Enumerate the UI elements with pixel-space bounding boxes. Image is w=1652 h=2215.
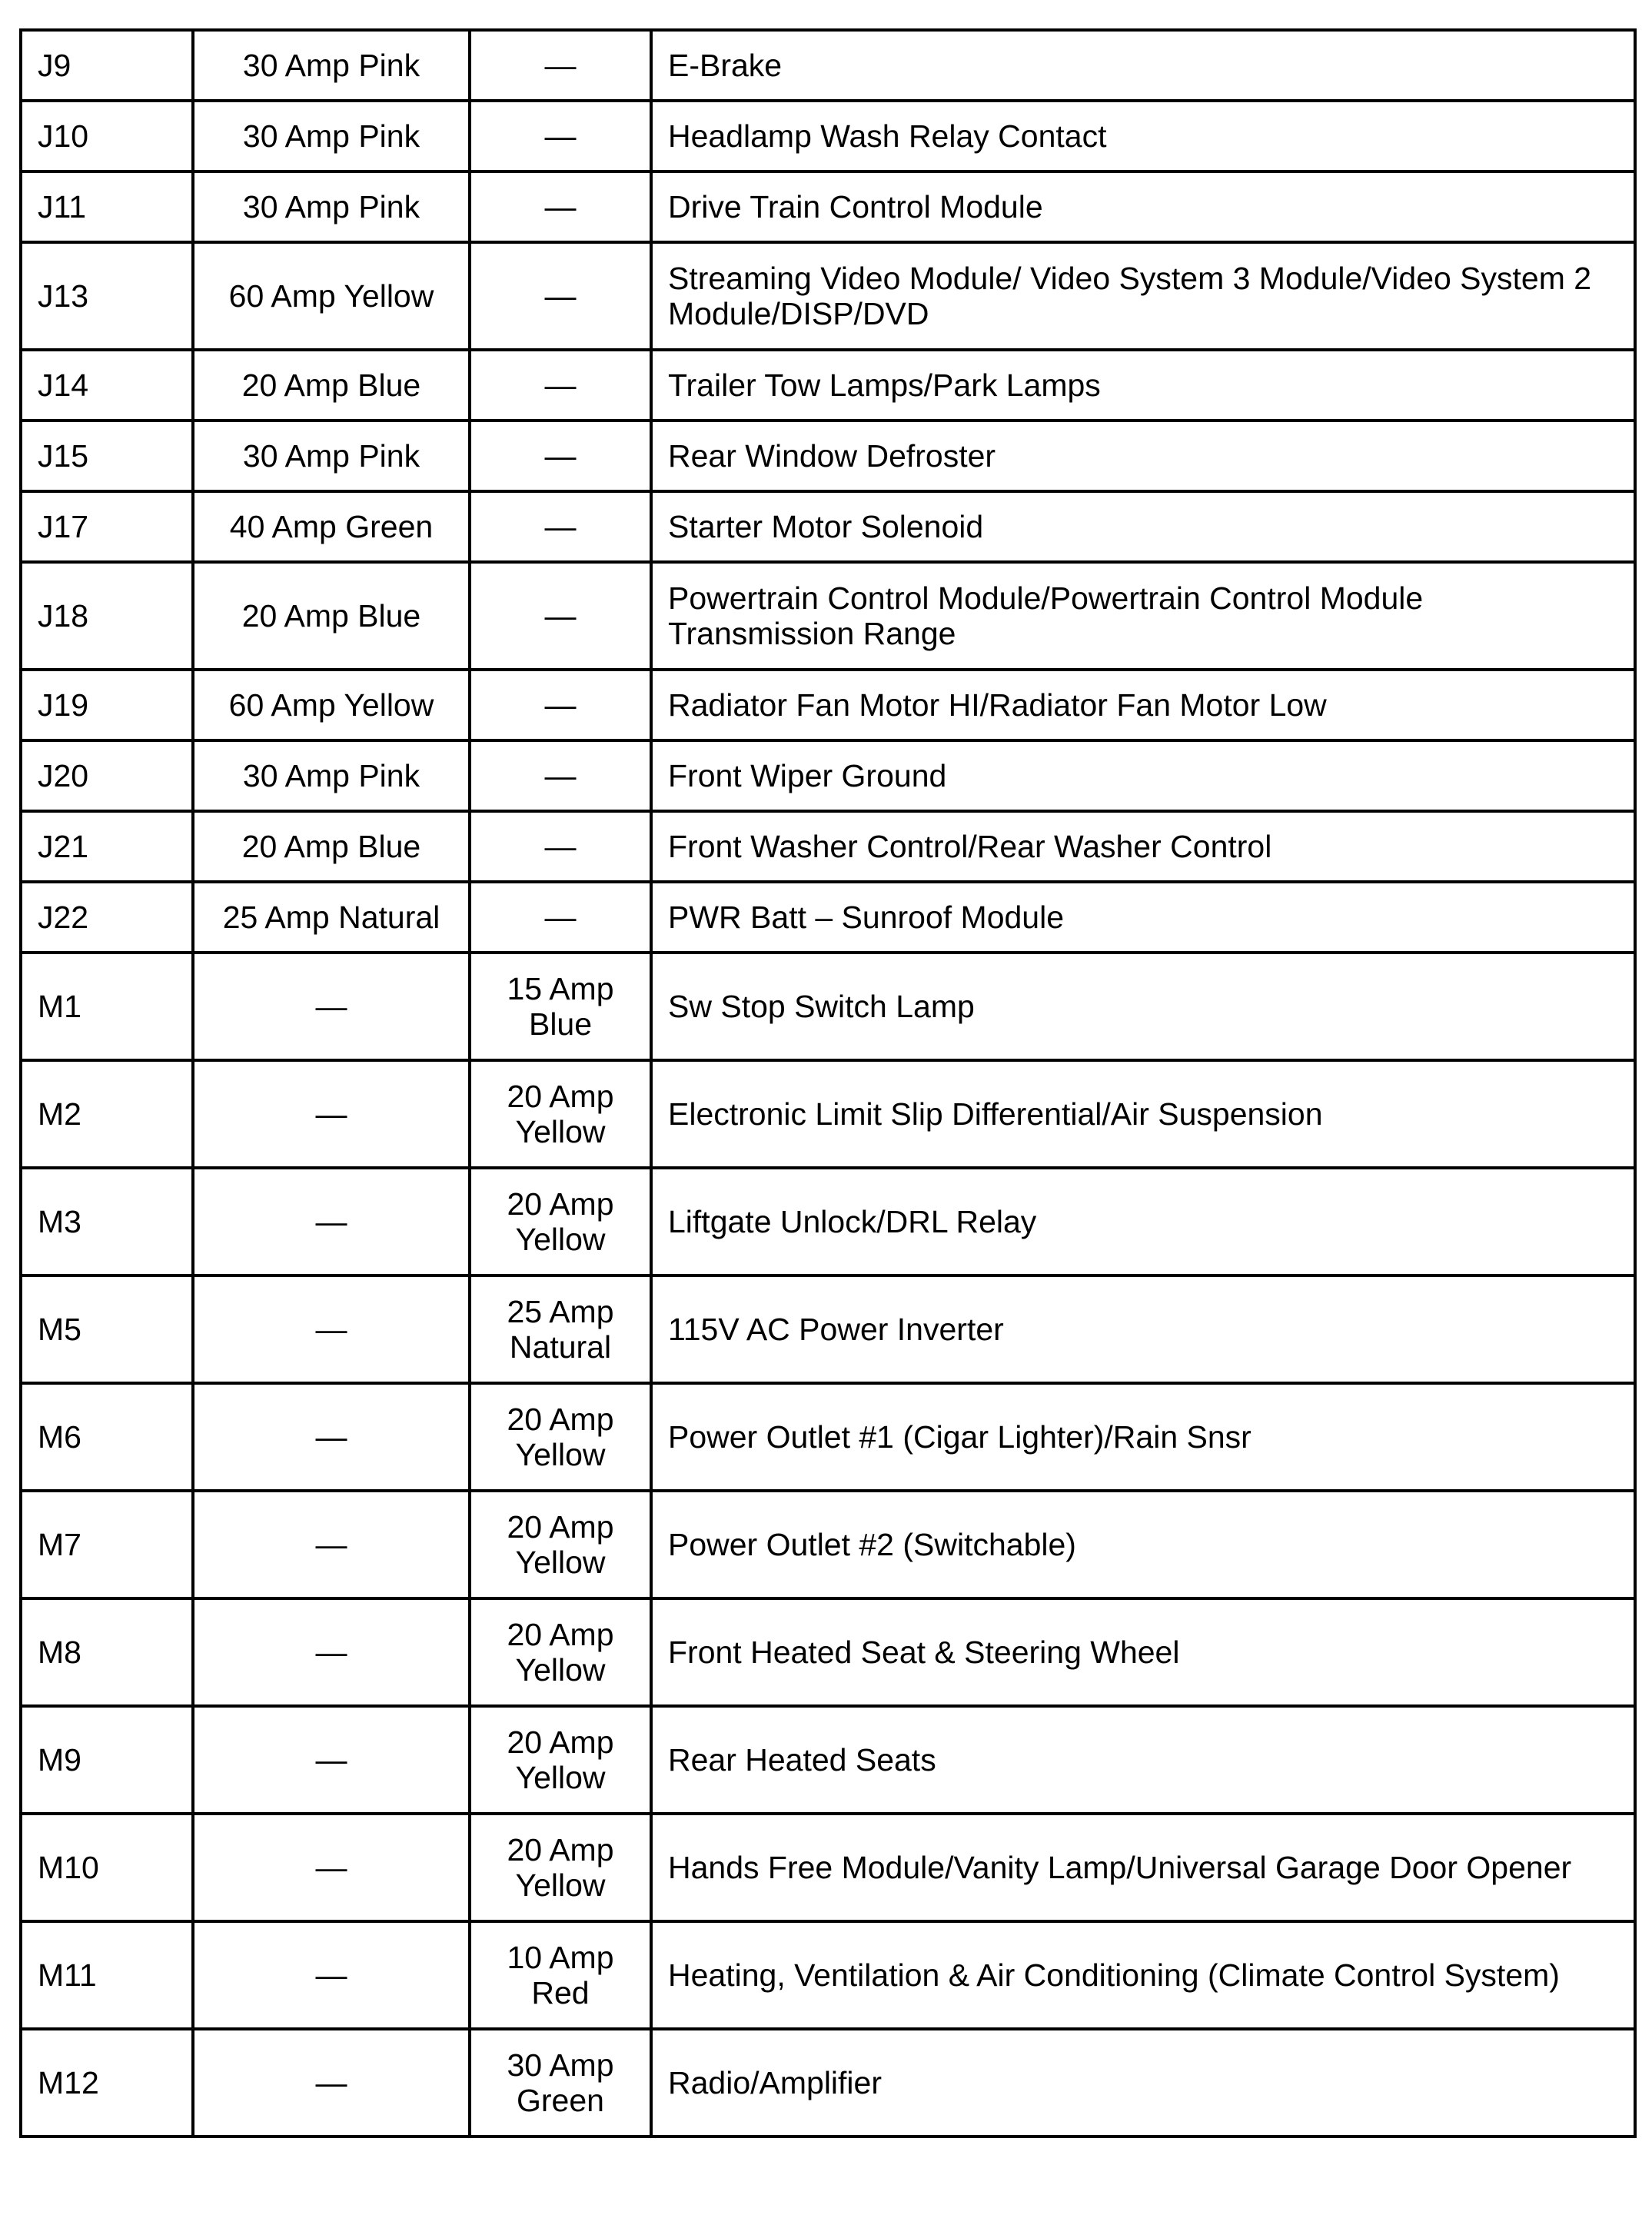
cavity-label: J15 [38, 438, 89, 474]
cartridge-fuse-label: 30 Amp Pink [242, 438, 420, 474]
mini-fuse-label-line2: Yellow [515, 1222, 606, 1257]
cartridge-fuse-cell [193, 1383, 470, 1491]
table-row [21, 421, 1635, 491]
cartridge-fuse-label: 25 Amp Natural [222, 900, 440, 935]
description-label: Liftgate Unlock/DRL Relay [668, 1204, 1037, 1239]
table-row [21, 242, 1635, 350]
cartridge-fuse-label: — [315, 1635, 347, 1670]
description-label: Front Wiper Ground [668, 758, 947, 793]
cavity-cell [21, 1168, 193, 1275]
document-page [19, 28, 1634, 2138]
cartridge-fuse-cell [193, 421, 470, 491]
cavity-cell [21, 171, 193, 242]
cavity-label: J10 [38, 118, 89, 154]
cartridge-fuse-label: 30 Amp Pink [242, 48, 420, 83]
table-row [21, 30, 1635, 101]
mini-fuse-cell [470, 740, 651, 811]
mini-fuse-cell [470, 1060, 651, 1168]
description-cell [651, 2029, 1635, 2137]
cavity-cell [21, 1491, 193, 1598]
cartridge-fuse-label: — [315, 1419, 347, 1455]
cartridge-fuse-label: — [315, 1850, 347, 1885]
cavity-cell [21, 1814, 193, 1921]
cavity-label: J9 [38, 48, 71, 83]
cartridge-fuse-label: — [315, 989, 347, 1024]
table-row [21, 1168, 1635, 1275]
cartridge-fuse-cell [193, 740, 470, 811]
cartridge-fuse-cell [193, 1598, 470, 1706]
mini-fuse-cell [470, 811, 651, 882]
description-label: Hands Free Module/Vanity Lamp/Universal Garage Door Opener [668, 1850, 1572, 1885]
description-cell [651, 1814, 1635, 1921]
table-row [21, 101, 1635, 171]
mini-fuse-label-line2: Yellow [515, 1760, 606, 1795]
cartridge-fuse-cell [193, 670, 470, 740]
cartridge-fuse-cell [193, 562, 470, 670]
mini-fuse-label: 20 Amp [507, 1832, 614, 1867]
cavity-label: M7 [38, 1527, 81, 1562]
cavity-cell [21, 1598, 193, 1706]
table-row [21, 1383, 1635, 1491]
cartridge-fuse-label: 60 Amp Yellow [228, 687, 434, 723]
cartridge-fuse-label: 20 Amp Blue [241, 598, 421, 634]
mini-fuse-label: — [544, 509, 577, 544]
cartridge-fuse-label: — [315, 1527, 347, 1562]
mini-fuse-cell [470, 1598, 651, 1706]
mini-fuse-label: — [544, 118, 577, 154]
table-row [21, 171, 1635, 242]
mini-fuse-label: — [544, 189, 577, 224]
description-label: Streaming Video Module/ Video System 3 Module/Video System 2 [668, 261, 1592, 296]
description-cell [651, 1491, 1635, 1598]
description-label: Powertrain Control Module/Powertrain Control Module [668, 580, 1424, 616]
mini-fuse-label: 15 Amp [507, 971, 614, 1006]
mini-fuse-label: — [544, 278, 577, 314]
cavity-label: J18 [38, 598, 89, 634]
cavity-cell [21, 491, 193, 562]
cavity-cell [21, 740, 193, 811]
mini-fuse-cell [470, 101, 651, 171]
table-row [21, 811, 1635, 882]
description-label: Headlamp Wash Relay Contact [668, 118, 1107, 154]
cavity-label: J20 [38, 758, 89, 793]
cavity-cell [21, 882, 193, 953]
mini-fuse-label: 25 Amp [507, 1294, 614, 1329]
table-row [21, 670, 1635, 740]
mini-fuse-label: 20 Amp [507, 1724, 614, 1760]
description-cell [651, 30, 1635, 101]
mini-fuse-cell [470, 882, 651, 953]
cavity-label: M3 [38, 1204, 81, 1239]
mini-fuse-label: — [544, 598, 577, 634]
description-label: Rear Window Defroster [668, 438, 996, 474]
mini-fuse-cell [470, 171, 651, 242]
description-label: Trailer Tow Lamps/Park Lamps [668, 368, 1101, 403]
mini-fuse-label-line2: Yellow [515, 1652, 606, 1688]
description-label: Power Outlet #1 (Cigar Lighter)/Rain Snsr [668, 1419, 1251, 1455]
cartridge-fuse-cell [193, 811, 470, 882]
mini-fuse-cell [470, 421, 651, 491]
description-cell [651, 811, 1635, 882]
cartridge-fuse-cell [193, 350, 470, 421]
mini-fuse-label-line2: Yellow [515, 1867, 606, 1903]
table-row [21, 1921, 1635, 2029]
mini-fuse-cell [470, 1706, 651, 1814]
cavity-cell [21, 421, 193, 491]
cartridge-fuse-cell [193, 1706, 470, 1814]
mini-fuse-label: — [544, 758, 577, 793]
cartridge-fuse-label: — [315, 1204, 347, 1239]
mini-fuse-label-line2: Red [531, 1975, 590, 2010]
description-label: Starter Motor Solenoid [668, 509, 984, 544]
cavity-label: J19 [38, 687, 89, 723]
mini-fuse-cell [470, 242, 651, 350]
cavity-cell [21, 242, 193, 350]
cavity-label: M1 [38, 989, 81, 1024]
mini-fuse-cell [470, 1921, 651, 2029]
cavity-label: J17 [38, 509, 89, 544]
table-row [21, 953, 1635, 1060]
table-row [21, 740, 1635, 811]
cavity-label: M8 [38, 1635, 81, 1670]
mini-fuse-label: 30 Amp [507, 2047, 614, 2083]
description-label: Sw Stop Switch Lamp [668, 989, 975, 1024]
description-cell [651, 882, 1635, 953]
mini-fuse-label: 20 Amp [507, 1402, 614, 1437]
description-cell [651, 350, 1635, 421]
cartridge-fuse-cell [193, 171, 470, 242]
fuse-table-body [21, 30, 1635, 2137]
description-label: E-Brake [668, 48, 783, 83]
table-row [21, 882, 1635, 953]
cartridge-fuse-label: 60 Amp Yellow [228, 278, 434, 314]
cavity-cell [21, 1383, 193, 1491]
mini-fuse-label-line2: Green [517, 2083, 604, 2118]
description-label: Front Washer Control/Rear Washer Control [668, 829, 1272, 864]
cartridge-fuse-cell [193, 101, 470, 171]
cavity-cell [21, 101, 193, 171]
cartridge-fuse-cell [193, 491, 470, 562]
cartridge-fuse-cell [193, 1491, 470, 1598]
mini-fuse-cell [470, 670, 651, 740]
cartridge-fuse-label: 30 Amp Pink [242, 758, 420, 793]
cartridge-fuse-cell [193, 30, 470, 101]
mini-fuse-label-line2: Blue [528, 1006, 593, 1042]
cartridge-fuse-label: 30 Amp Pink [242, 118, 420, 154]
description-cell [651, 953, 1635, 1060]
cartridge-fuse-label: 40 Amp Green [229, 509, 434, 544]
mini-fuse-label-line2: Natural [509, 1329, 612, 1365]
table-row [21, 350, 1635, 421]
table-row [21, 1598, 1635, 1706]
mini-fuse-cell [470, 1814, 651, 1921]
table-row [21, 1706, 1635, 1814]
mini-fuse-cell [470, 1275, 651, 1383]
description-cell [651, 421, 1635, 491]
description-cell [651, 670, 1635, 740]
mini-fuse-label: 20 Amp [507, 1079, 614, 1114]
mini-fuse-label: 20 Amp [507, 1509, 614, 1545]
cavity-cell [21, 562, 193, 670]
cartridge-fuse-cell [193, 2029, 470, 2137]
cartridge-fuse-label: — [315, 1096, 347, 1132]
description-cell [651, 1383, 1635, 1491]
cartridge-fuse-label: — [315, 1312, 347, 1347]
table-row [21, 1275, 1635, 1383]
cavity-cell [21, 811, 193, 882]
description-label-line2: Module/DISP/DVD [668, 296, 929, 331]
mini-fuse-cell [470, 1168, 651, 1275]
cavity-label: M2 [38, 1096, 81, 1132]
cartridge-fuse-label: 30 Amp Pink [242, 189, 420, 224]
cavity-label: M6 [38, 1419, 81, 1455]
cartridge-fuse-cell [193, 1168, 470, 1275]
description-cell [651, 171, 1635, 242]
description-cell [651, 740, 1635, 811]
description-cell [651, 242, 1635, 350]
description-label: Radio/Amplifier [668, 2065, 882, 2100]
table-row [21, 562, 1635, 670]
cavity-label: M9 [38, 1742, 81, 1778]
description-cell [651, 1921, 1635, 2029]
cartridge-fuse-cell [193, 1921, 470, 2029]
cavity-cell [21, 1921, 193, 2029]
cartridge-fuse-cell [193, 242, 470, 350]
cartridge-fuse-label: — [315, 2065, 347, 2100]
table-row [21, 1814, 1635, 1921]
mini-fuse-label-line2: Yellow [515, 1545, 606, 1580]
mini-fuse-cell [470, 1491, 651, 1598]
mini-fuse-label: 20 Amp [507, 1617, 614, 1652]
table-row [21, 491, 1635, 562]
cavity-cell [21, 30, 193, 101]
description-cell [651, 101, 1635, 171]
cavity-label: J21 [38, 829, 89, 864]
mini-fuse-label: — [544, 829, 577, 864]
description-label: Heating, Ventilation & Air Conditioning (Climate Control System) [668, 1957, 1560, 1993]
cartridge-fuse-cell [193, 1814, 470, 1921]
cavity-cell [21, 1275, 193, 1383]
description-label: Rear Heated Seats [668, 1742, 936, 1778]
mini-fuse-label: — [544, 438, 577, 474]
description-label: Power Outlet #2 (Switchable) [668, 1527, 1076, 1562]
mini-fuse-cell [470, 491, 651, 562]
cavity-cell [21, 350, 193, 421]
cavity-cell [21, 2029, 193, 2137]
table-row [21, 1060, 1635, 1168]
cavity-cell [21, 670, 193, 740]
cavity-cell [21, 1060, 193, 1168]
cartridge-fuse-label: — [315, 1742, 347, 1778]
description-cell [651, 1598, 1635, 1706]
cartridge-fuse-cell [193, 953, 470, 1060]
mini-fuse-label-line2: Yellow [515, 1437, 606, 1472]
cavity-label: M5 [38, 1312, 81, 1347]
table-row [21, 2029, 1635, 2137]
cavity-cell [21, 953, 193, 1060]
description-label: Electronic Limit Slip Differential/Air Suspension [668, 1096, 1323, 1132]
description-label: Front Heated Seat & Steering Wheel [668, 1635, 1180, 1670]
mini-fuse-label: 20 Amp [507, 1186, 614, 1222]
mini-fuse-label: 10 Amp [507, 1940, 614, 1975]
cavity-label: J22 [38, 900, 89, 935]
mini-fuse-label: — [544, 900, 577, 935]
cartridge-fuse-cell [193, 882, 470, 953]
description-cell [651, 1060, 1635, 1168]
fuse-table [19, 28, 1637, 2138]
description-label: Radiator Fan Motor HI/Radiator Fan Motor Low [668, 687, 1327, 723]
cavity-label: J11 [38, 189, 87, 224]
mini-fuse-cell [470, 350, 651, 421]
mini-fuse-label-line2: Yellow [515, 1114, 606, 1149]
description-cell [651, 491, 1635, 562]
description-label: PWR Batt – Sunroof Module [668, 900, 1065, 935]
description-cell [651, 1706, 1635, 1814]
mini-fuse-cell [470, 953, 651, 1060]
cavity-label: J13 [38, 278, 89, 314]
cartridge-fuse-label: 20 Amp Blue [241, 368, 421, 403]
cavity-label: M12 [38, 2065, 99, 2100]
cartridge-fuse-cell [193, 1275, 470, 1383]
cartridge-fuse-label: — [315, 1957, 347, 1993]
cavity-cell [21, 1706, 193, 1814]
mini-fuse-cell [470, 562, 651, 670]
cavity-label: M11 [38, 1957, 97, 1993]
table-row [21, 1491, 1635, 1598]
description-label-line2: Transmission Range [668, 616, 956, 651]
cartridge-fuse-label: 20 Amp Blue [241, 829, 421, 864]
mini-fuse-cell [470, 30, 651, 101]
cavity-label: M10 [38, 1850, 99, 1885]
cartridge-fuse-cell [193, 1060, 470, 1168]
description-label: Drive Train Control Module [668, 189, 1043, 224]
cavity-label: J14 [38, 368, 89, 403]
description-label: 115V AC Power Inverter [668, 1312, 1004, 1347]
mini-fuse-cell [470, 2029, 651, 2137]
mini-fuse-label: — [544, 687, 577, 723]
mini-fuse-label: — [544, 48, 577, 83]
description-cell [651, 562, 1635, 670]
description-cell [651, 1168, 1635, 1275]
mini-fuse-cell [470, 1383, 651, 1491]
description-cell [651, 1275, 1635, 1383]
mini-fuse-label: — [544, 368, 577, 403]
